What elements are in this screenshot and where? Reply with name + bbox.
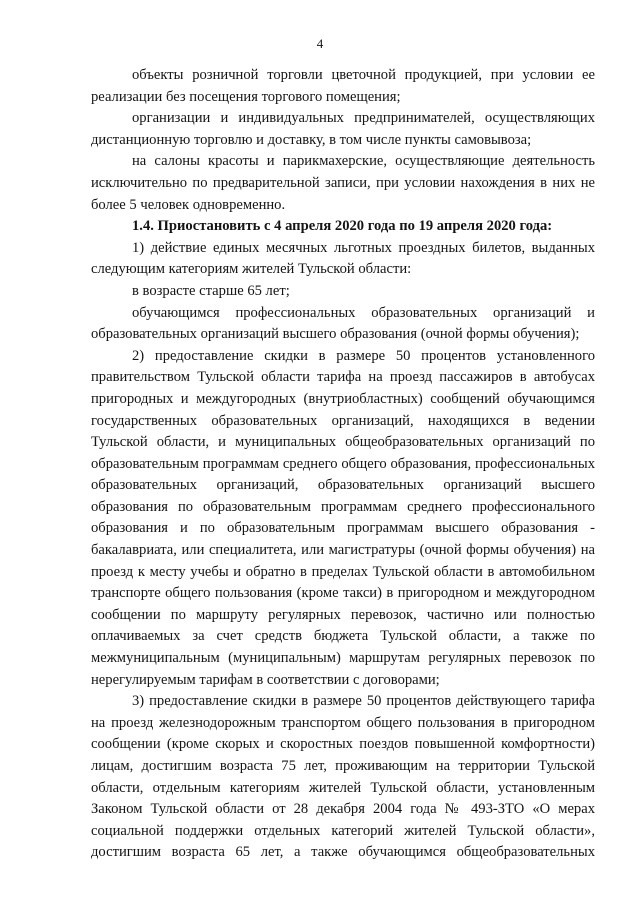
page-number: 4: [316, 36, 324, 51]
paragraph-item-2: 2) предоставление скидки в размере 50 процентов установленного правительством Тульской области тарифа на проезд пассажиров в автобусах пригородных и междугородных (внутриобластных) сообщений обучающимся государственных образовательных организаций, находящихся в ведении Тульской области, и муниципальных общеобразовательных организаций по образовательным программам среднего общего образования, профессиональных образовательных организаций, образовательных организаций высшего образования по образовательным программам среднего профессионального образования и по образовательным программам высшего образования - бакалавриата, или специалитета, или магистратуры (очной формы обучения) на проезд к месту учебы и обратно в пределах Тульской области в автомобильном транспорте общего пользования (кроме такси) в пригородном и междугородном сообщении по маршруту регулярных перевозок, частично или полностью оплачиваемых за счет средств бюджета Тульской области, а также по межмуниципальным (муниципальным) маршрутам регулярных перевозок по нерегулируемым тарифам в соответствии с договорами;: [91, 347, 595, 688]
paragraph-age-65: в возрасте старше 65 лет;: [132, 282, 290, 299]
paragraph-students: обучающимся профессиональных образовательных организаций и образовательных организаций высшего образования (очной формы обучения);: [91, 304, 595, 343]
paragraph-remote-trade: организации и индивидуальных предпринимателей, осуществляющих дистанционную торговлю и доставку, в том числе пункты самовывоза;: [91, 110, 595, 148]
paragraph-beauty-salons: на салоны красоты и парикмахерские, осуществляющие деятельность исключительно по предварительной записи, при условии нахождения в них не более 5 человек одновременно.: [91, 153, 595, 213]
document-body: [91, 65, 595, 864]
paragraph-item-3: 3) предоставление скидки в размере 50 процентов действующего тарифа на проезд железнодорожным транспортом общего пользования в пригородном сообщении (кроме скорых и скоростных поездов повышенной комфортности) лицам, достигшим возраста 75 лет, проживающим на территории Тульской области, отдельным категориям жителей Тульской области, установленным Законом Тульской области от 28 декабря 2004 года № 493-ЗТО «О мерах социальной поддержки отдельных категорий жителей Тульской области», достигшим возраста 65 лет, а также обучающимся общеобразовательных: [91, 693, 595, 861]
paragraph-flower-retail: объекты розничной торговли цветочной продукцией, при условии ее реализации без посещения торгового помещения;: [91, 67, 595, 105]
paragraph-item-1: 1) действие единых месячных льготных проездных билетов, выданных следующим категориям жителей Тульской области:: [91, 239, 595, 278]
section-heading-1-4: 1.4. Приостановить с 4 апреля 2020 года по 19 апреля 2020 года:: [132, 218, 553, 235]
